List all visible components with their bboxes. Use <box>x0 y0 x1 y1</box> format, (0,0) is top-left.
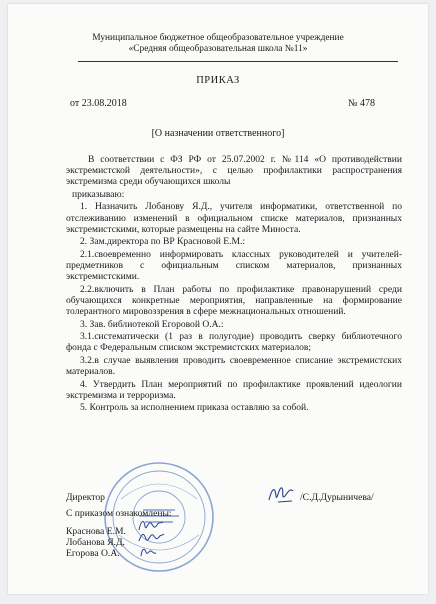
doc-subject: [О назначении ответственного] <box>151 128 285 139</box>
familiarized-label: С приказом ознакомлены: <box>66 508 172 519</box>
document-page <box>8 4 428 594</box>
director-name: /С.Д.Дурыничева/ <box>300 492 374 503</box>
intro-paragraph: В соответствии с ФЗ РФ от 25.07.2002 г. №114 «О противодействии экстремистской деятельности», с целью профилактики распространения экстремизма среди обучающихся школы <box>66 154 402 188</box>
item-1: 1. Назначить Лобанову Я.Д., учителя информатики, ответственной по отслеживанию изменений в официальном списке материалов, признанных экстремистскими, которые размещены на сайте Миноста. <box>66 201 402 235</box>
doc-number: № 478 <box>348 98 376 109</box>
item-2-2: 2.2.включить в План работы по профилактике правонарушений среди обучающихся конкретные мероприятия, направленные на формирование толерантного мировоззрения в сфере межнациональных отношений. <box>66 283 402 318</box>
person-3: Егорова О.А. <box>66 548 120 559</box>
org-name-line2: «Средняя общеобразовательная школа №11» <box>128 44 308 54</box>
item-3-2: 3.2.в случае выявления проводить своевременное списание экстремистских материалов. <box>66 354 402 378</box>
director-signature-icon <box>266 482 298 506</box>
org-name-line1: Муниципальное бюджетное общеобразовательное учреждение <box>92 33 344 43</box>
item-4: 4. Утвердить План мероприятий по профилактике проявлений идеологии экстремизма и терроризма. <box>66 378 402 401</box>
doc-title: ПРИКАЗ <box>196 75 240 86</box>
doc-date: от 23.08.2018 <box>70 98 127 109</box>
item-3-1: 3.1.систематически (1 раз в полугодие) проводить сверку библиотечного фонда с Федеральным списком экстремистских материалов; <box>66 331 402 354</box>
signature-3-icon <box>138 544 158 560</box>
doc-body <box>66 154 402 415</box>
item-3: 3. Зав. библиотекой Егоровой О.А.: <box>80 318 224 330</box>
director-label: Директор <box>66 492 105 503</box>
item-2: 2. Зам.директора по ВР Красновой Е.М.: <box>80 236 245 248</box>
item-5: 5. Контроль за исполнением приказа оставляю за собой. <box>80 402 309 414</box>
header-divider <box>78 61 398 62</box>
person-2: Лобанова Я.Д. <box>66 537 125 548</box>
item-2-1: 2.1.своевременно информировать классных руководителей и учителей-предметников с официальным списком материалов, признанных экстремистскими. <box>66 248 402 283</box>
person-1: Краснова Е.М. <box>66 526 126 537</box>
order-word: приказываю: <box>72 188 125 200</box>
